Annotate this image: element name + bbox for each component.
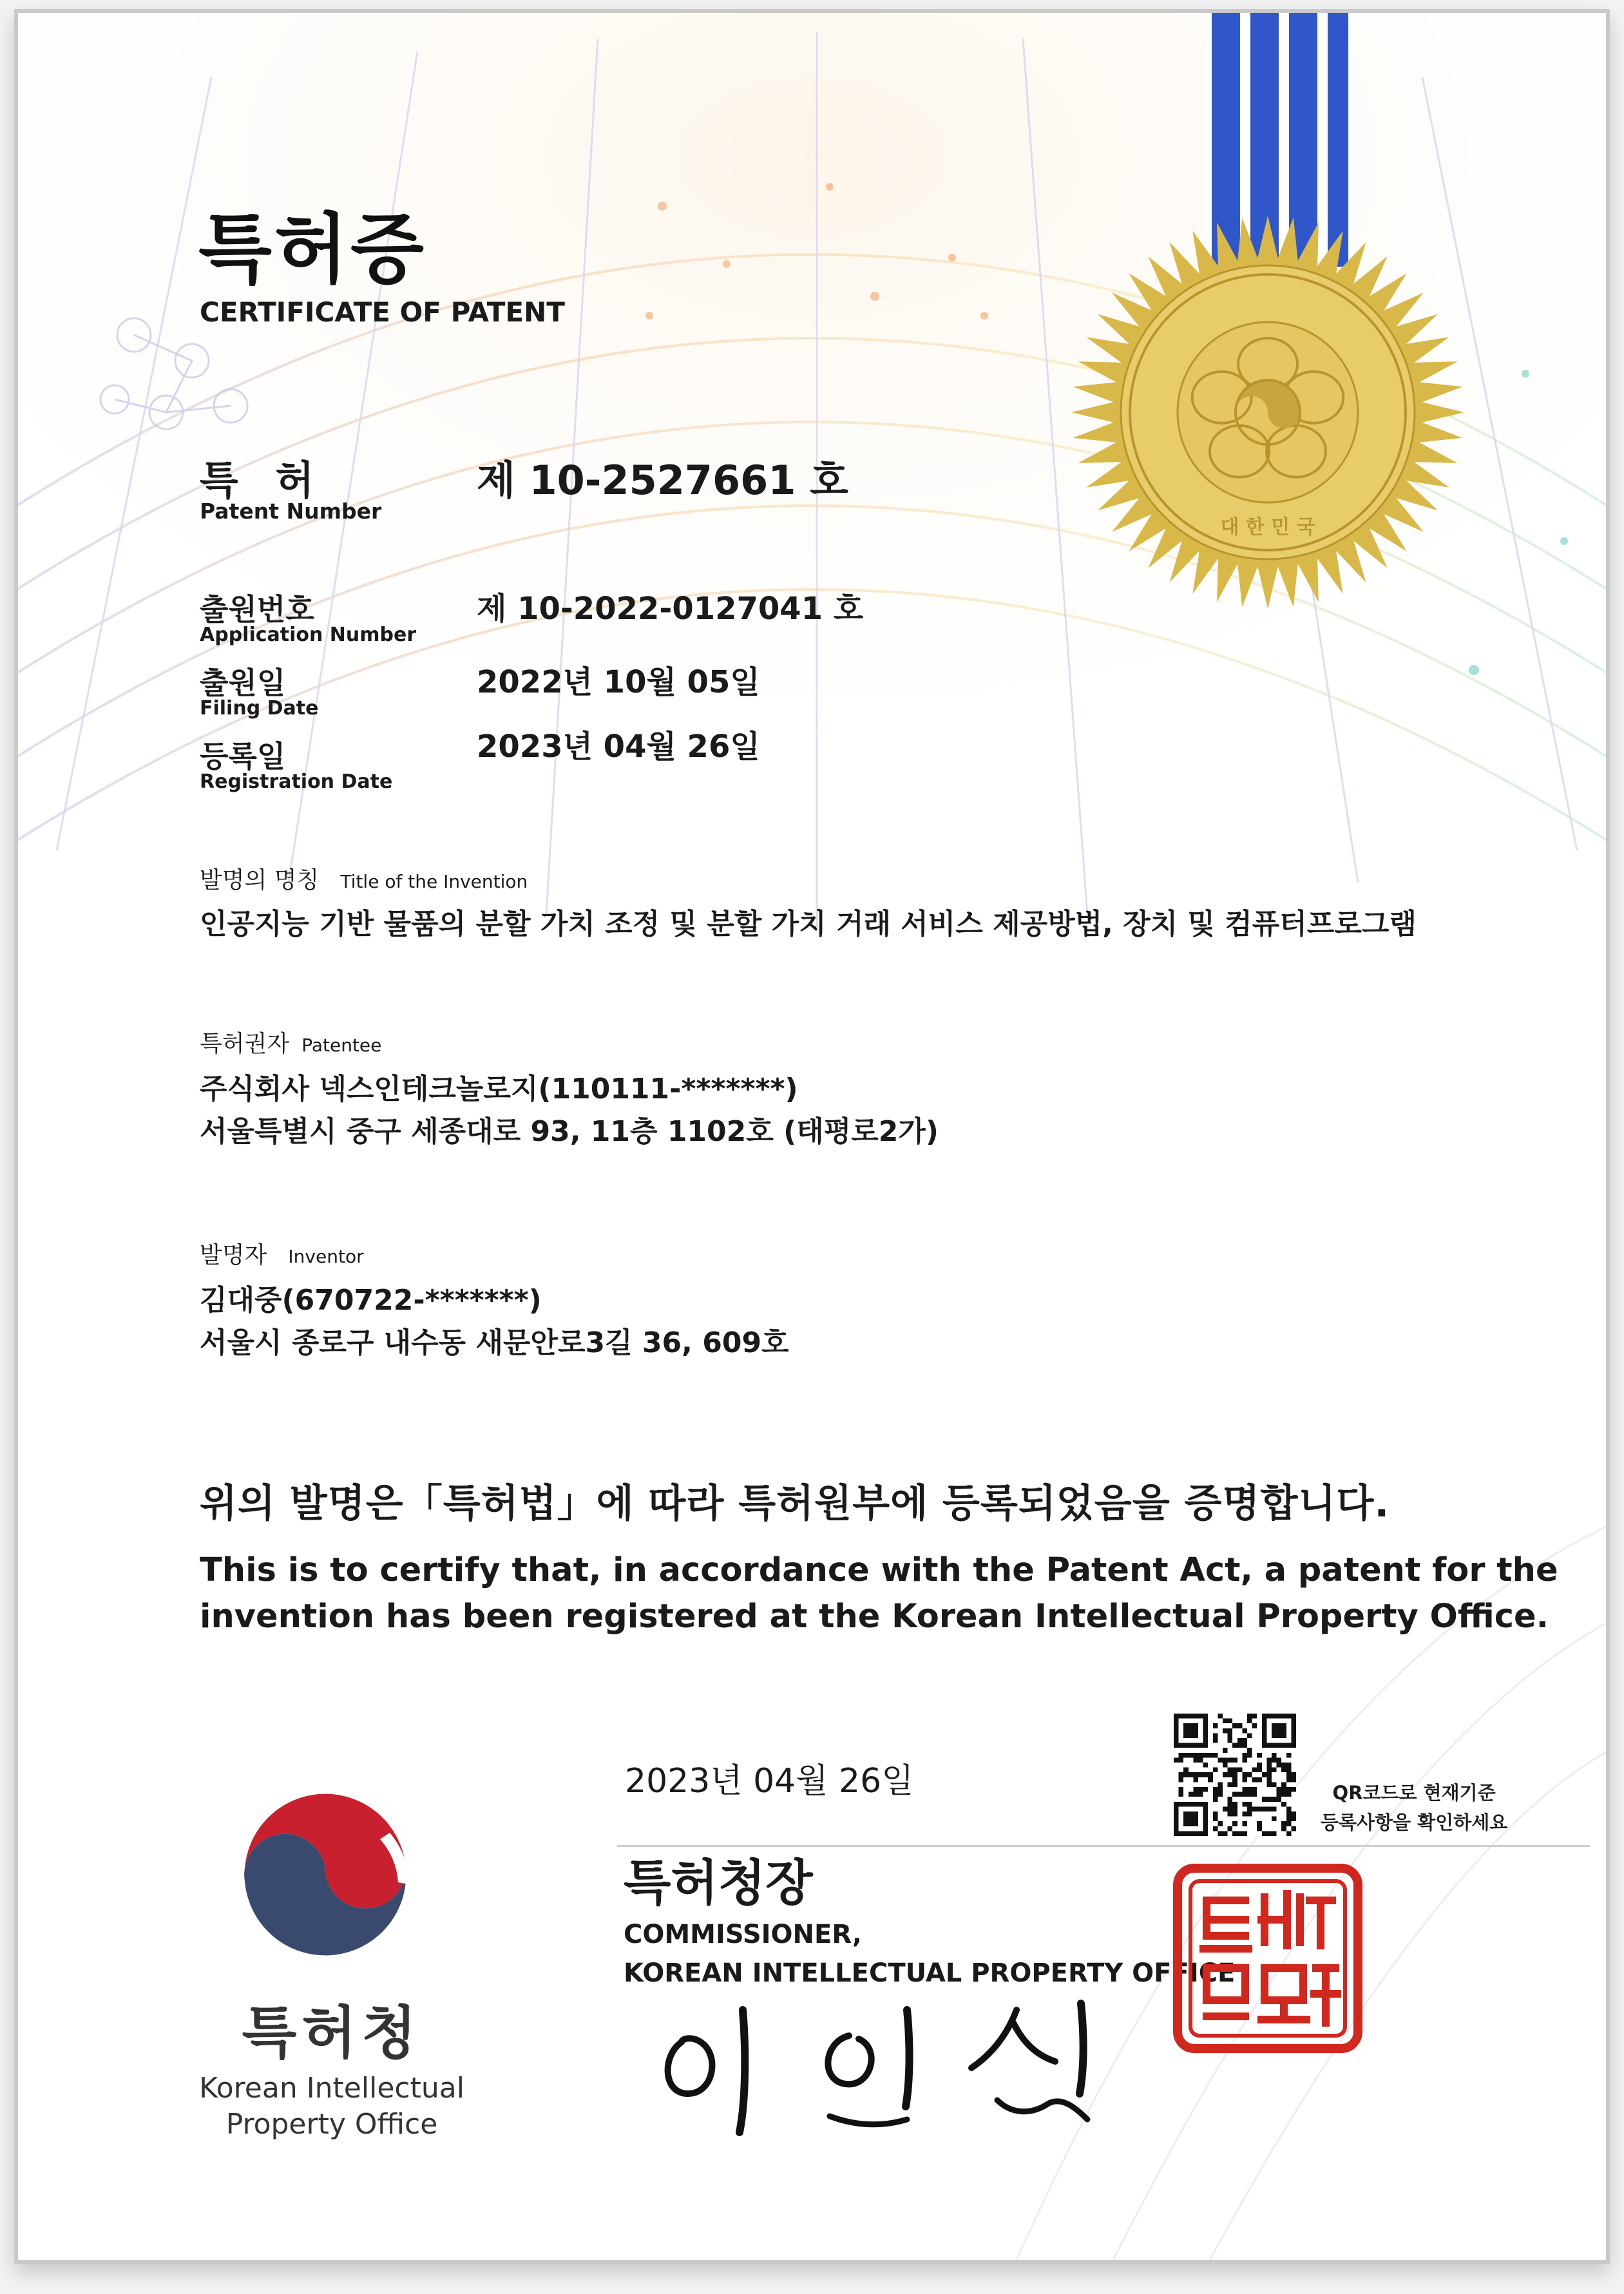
registration-date-value: 2023년 04월 26일 [477,729,760,765]
certificate-title-en: CERTIFICATE OF PATENT [200,296,565,328]
certification-statement-ko: 위의 발명은「특허법」에 따라 특허원부에 등록되었음을 증명합니다. [200,1481,1390,1526]
kipo-name-en [180,2070,483,2143]
kipo-taegeuk-logo [225,1772,425,1971]
invention-label-en: Title of the Invention [340,871,528,892]
filing-date-label-ko: 출원일 [200,665,286,700]
qr-note [1321,1778,1507,1837]
kipo-name-ko: 특허청 [242,2000,422,2066]
qr-code[interactable] [1174,1714,1296,1836]
filing-date-value: 2022년 10월 05일 [477,664,760,700]
certification-statement-en-line1: This is to certify that, in accordance with the Patent Act, a patent for the [200,1551,1558,1589]
qr-note-line2: 등록사항을 확인하세요 [1321,1811,1508,1833]
certification-statement-en-line2: invention has been registered at the Korean Intellectual Property Office. [200,1598,1549,1636]
qr-note-line1: QR코드로 현재기준 [1332,1782,1496,1804]
patent-number-label-en: Patent Number [200,499,382,524]
commissioner-title-en-line2: KOREAN INTELLECTUAL PROPERTY OFFICE [624,1958,1236,1988]
commissioner-signature [636,1984,1152,2139]
kipo-name-en-line1: Korean Intellectual [199,2072,464,2105]
application-number-label-ko: 출원번호 [200,592,314,627]
patent-number-label-ko: 특 허 [200,457,326,504]
patentee-name: 주식회사 넥스인테크놀로지(110111-*******) [200,1073,798,1105]
commissioner-title-ko: 특허청장 [624,1854,813,1911]
patent-number-value: 제 10-2527661 호 [477,457,848,504]
inventor-heading [200,1237,364,1270]
patentee-heading [200,1026,381,1058]
inventor-address: 서울시 종로구 내수동 새문안로3길 36, 609호 [200,1326,789,1359]
commissioner-title-en-line1: COMMISSIONER, [624,1920,863,1949]
registration-date-label-en: Registration Date [200,770,393,793]
invention-heading [200,862,528,895]
patentee-address: 서울특별시 중구 세종대로 93, 11층 1102호 (태평로2가) [200,1115,939,1148]
inventor-label-en: Inventor [288,1246,364,1267]
certificate-title-ko: 특허증 [198,205,426,294]
gold-medal-seal [1062,206,1474,618]
issue-date: 2023년 04월 26일 [625,1762,914,1801]
certificate-sheet [14,9,1610,2264]
inventor-name: 김대중(670722-*******) [200,1284,542,1317]
invention-label-ko: 발명의 명칭 [200,867,320,894]
patentee-label-ko: 특허권자 [200,1031,290,1057]
application-number-label-en: Application Number [200,624,417,646]
invention-title: 인공지능 기반 물품의 분할 가치 조정 및 분할 가치 거래 서비스 제공방법, 장치 및 컴퓨터프로그램 [200,908,1417,941]
application-number-value: 제 10-2022-0127041 호 [477,591,864,627]
filing-date-label-en: Filing Date [200,697,319,720]
kipo-name-en-line2: Property Office [225,2108,438,2141]
patentee-label-en: Patentee [301,1035,382,1056]
official-red-stamp [1171,1862,1364,2055]
registration-date-label-ko: 등록일 [200,739,286,774]
inventor-label-ko: 발명자 [200,1242,267,1268]
medal-text: 대 한 민 국 [1220,516,1315,539]
